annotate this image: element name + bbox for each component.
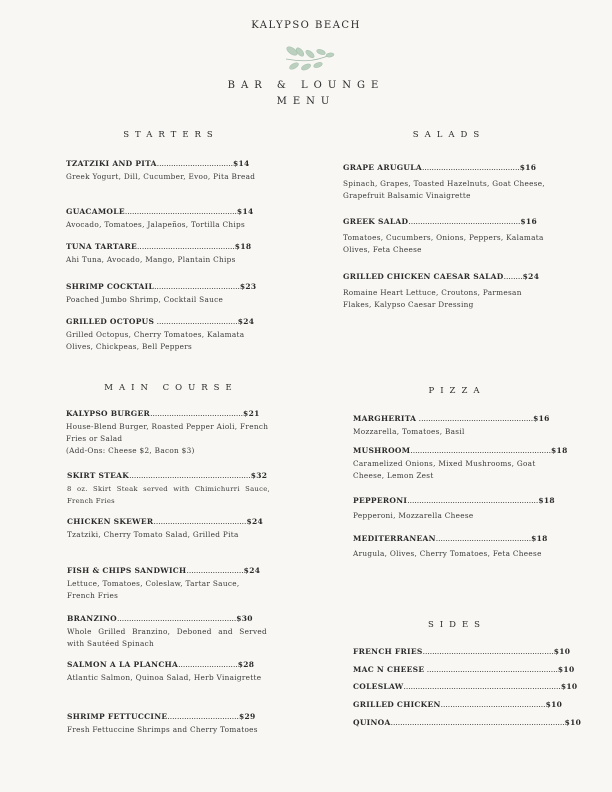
section-title-starters: STARTERS (123, 130, 219, 140)
menu-item-pepperoni: PEPPERONI.......................................................$18 Pepperoni, Mozzarella Cheese (353, 496, 555, 520)
menu-item-tuna-tartare: TUNA TARTARE.........................................$18 Ahi Tuna, Avocado, Mango, Plantain Chips (66, 242, 252, 264)
menu-item-branzino: BRANZINO..................................................$30 Whole Grilled Branzino, Deboned and Served with Sautéed Spinach (67, 614, 267, 648)
menu-item-tzatziki: TZATZIKI AND PITA................................$14 Greek Yogurt, Dill, Cucumber, Evoo, Pita Bread (66, 159, 256, 181)
section-title-pizza: PIZZA (428, 386, 486, 396)
section-title-salads: SALADS (412, 130, 486, 140)
menu-item-quinoa: QUINOA.........................................................................$10 (353, 718, 582, 727)
menu-item-grilled-chicken: GRILLED CHICKEN............................................$10 (353, 700, 563, 709)
menu-item-fish-chips: FISH & CHIPS SANDWICH........................$24 Lettuce, Tomatoes, Coleslaw, Tartar Sauce, French Fries (67, 566, 261, 600)
section-title-sides: SIDES (427, 620, 487, 630)
menu-item-kalypso-burger: KALYPSO BURGER.......................................$21 House-Blend Burger, Roasted Pepper Aioli, French Fries or Salad (Add-Ons: Cheese $2, Bacon $3) (66, 408, 271, 457)
subtitle-bar-lounge: BAR & LOUNGE (227, 80, 385, 91)
menu-item-mac-n-cheese: MAC N CHEESE .......................................................$10 (353, 665, 575, 674)
section-title-main-course: MAIN COURSE (104, 383, 238, 393)
menu-item-shrimp-cocktail: SHRIMP COCKTAIL....................................$23 Poached Jumbo Shrimp, Cocktail Sauce (66, 282, 257, 304)
menu-item-coleslaw: COLESLAW..................................................................$10 (353, 682, 578, 691)
menu-item-chicken-skewer: CHICKEN SKEWER.......................................$24 Tzatziki, Cherry Tomato Salad, Grilled Pita (67, 517, 264, 539)
menu-item-salmon: SALMON A LA PLANCHA.........................$28 Atlantic Salmon, Quinoa Salad, Herb Vinaigrette (67, 660, 262, 682)
burger-add-ons: (Add-Ons: Cheese $2, Bacon $3) (66, 446, 195, 455)
leaf-sprig-icon (280, 41, 336, 73)
restaurant-name: KALYPSO BEACH (251, 20, 361, 31)
menu-item-grilled-octopus: GRILLED OCTOPUS ..................................$24 Grilled Octopus, Cherry Tomatoes, Kalamata Olives, Chickpeas, Bell Peppers (66, 317, 255, 351)
menu-item-margherita: MARGHERITA ................................................$16 Mozzarella, Tomatoes, Basil (353, 414, 550, 436)
menu-item-greek-salad: GREEK SALAD...............................................$16 Tomatoes, Cucumbers, Onions, Peppers, Kalamata Olives, Feta Cheese (343, 217, 544, 254)
menu-item-guacamole: GUACAMOLE...............................................$14 Avocado, Tomatoes, Jalapeños, Tortilla Chips (66, 207, 254, 229)
menu-item-mediterranean: MEDITERRANEAN........................................$18 Arugula, Olives, Cherry Tomatoes, Feta Cheese (353, 534, 548, 558)
subtitle-menu: MENU (276, 96, 336, 107)
menu-item-mushroom: MUSHROOM...........................................................$18 Caramelized Onions, Mixed Mushrooms, Goat Cheese, Lemon Zest (353, 446, 568, 480)
menu-item-grilled-chicken-caesar: GRILLED CHICKEN CAESAR SALAD........$24 Romaine Heart Lettuce, Croutons, Parmesan Flakes, Kalypso Caesar Dressing (343, 272, 540, 309)
menu-item-skirt-steak: SKIRT STEAK...................................................$32 8 oz. Skirt Steak served with Chimichurri Sauce, French Fries (67, 471, 270, 505)
menu-item-grape-arugula: GRAPE ARUGULA.........................................$16 Spinach, Grapes, Toasted Hazelnuts, Goat Cheese, Grapefruit Balsamic Vinaigrette (343, 163, 545, 200)
menu-item-french-fries: FRENCH FRIES.......................................................$10 (353, 647, 571, 656)
menu-item-shrimp-fettuccine: SHRIMP FETTUCCINE..............................$29 Fresh Fettuccine Shrimps and Cherry Tomatoes (67, 712, 258, 734)
